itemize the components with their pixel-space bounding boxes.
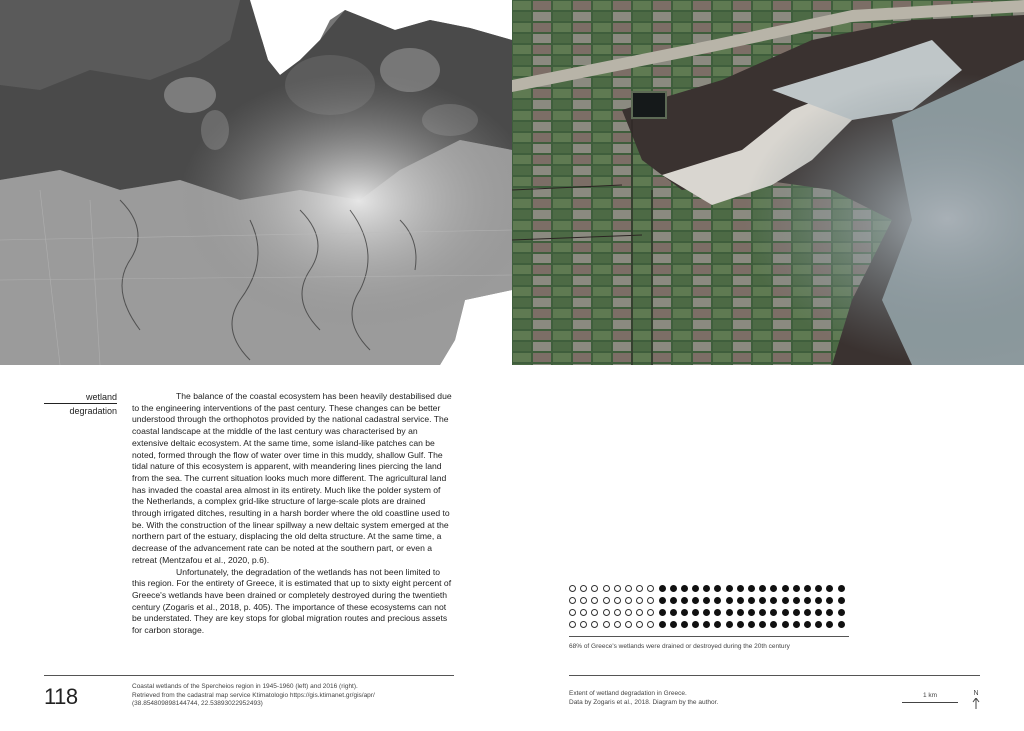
north-arrow-icon	[972, 698, 980, 709]
dot-destroyed	[737, 621, 744, 628]
dot-destroyed	[838, 597, 845, 604]
dot-destroyed	[737, 585, 744, 592]
dot-destroyed	[804, 609, 811, 616]
chart-divider	[569, 636, 849, 637]
dot-destroyed	[670, 609, 677, 616]
body-paragraph-2: Unfortunately, the degradation of the wetlands has not been limited to this region. For the entirety of Greece, it is estimated that up to sixty eight percent of Greece's wetlands have been drained or completely destroyed during the twentieth century (Zogaris et al., 2018, p. 405). The importance of these ecosystems can not be understated. They are key stops for global migration routes and precious assets for carbon storage.	[132, 566, 452, 636]
dot-remaining	[603, 609, 610, 616]
dot-destroyed	[804, 597, 811, 604]
dot-destroyed	[770, 597, 777, 604]
dot-remaining	[614, 585, 621, 592]
dot-remaining	[580, 609, 587, 616]
dot-destroyed	[659, 609, 666, 616]
dot-destroyed	[793, 585, 800, 592]
dot-remaining	[647, 621, 654, 628]
scale-bar	[902, 692, 958, 703]
dot-destroyed	[826, 609, 833, 616]
dot-destroyed	[804, 621, 811, 628]
dot-destroyed	[770, 621, 777, 628]
dot-destroyed	[703, 609, 710, 616]
dot-remaining	[614, 609, 621, 616]
dot-remaining	[603, 621, 610, 628]
section-label-line1: wetland	[85, 392, 117, 402]
north-label: N	[973, 690, 979, 697]
dot-destroyed	[726, 597, 733, 604]
dot-remaining	[569, 585, 576, 592]
body-paragraph-1: The balance of the coastal ecosystem has been heavily destabilised due to the engineering interventions of the past century. These changes can be better understood through the orthophotos provided by the national cadastral service. The coastal landscape at the middle of the last century was characterised by an extensive deltaic ecosystem. At the same time, some island-like patches can be noted, formed through the flow of water over time in this muddy, shallow Gulf. The tidal nature of this ecosystem is apparent, with meandering lines piercing the land from the sea. The current situation looks much more different. The agricultural land has invaded the coastal area almost in its entirety. Much like the polder system of the Netherlands, a complex grid-like structure of large-scale plots are drained through irrigated ditches, resulting in a harsh border where the old coastline used to be. With the construction of the linear spillway a new deltaic system emerged at the northern part of the estuary, displacing the old delta structure. At the same time, a decrease of the advancement rate can be noted at the southern part, or even a retreat (Mentzafou et al., 2020, p.6).	[132, 391, 452, 565]
dot-destroyed	[681, 609, 688, 616]
dot-destroyed	[815, 621, 822, 628]
dot-destroyed	[703, 597, 710, 604]
dot-remaining	[636, 597, 643, 604]
dot-remaining	[647, 597, 654, 604]
dot-remaining	[580, 585, 587, 592]
dot-destroyed	[692, 585, 699, 592]
dot-destroyed	[726, 609, 733, 616]
dot-destroyed	[782, 597, 789, 604]
dot-remaining	[636, 585, 643, 592]
photo-caption-line: Coastal wetlands of the Spercheios region in 1945-1960 (left) and 2016 (right).	[132, 683, 358, 690]
dot-remaining	[636, 621, 643, 628]
page-number: 118	[44, 684, 78, 709]
dot-destroyed	[659, 621, 666, 628]
dot-destroyed	[748, 621, 755, 628]
dot-destroyed	[659, 597, 666, 604]
photo-caption	[132, 683, 452, 709]
dot-remaining	[591, 621, 598, 628]
north-arrow	[970, 690, 982, 709]
dot-destroyed	[826, 585, 833, 592]
dot-destroyed	[815, 585, 822, 592]
dot-destroyed	[793, 609, 800, 616]
dot-remaining	[603, 585, 610, 592]
dot-remaining	[647, 609, 654, 616]
dot-remaining	[591, 597, 598, 604]
diagram-caption-line: Data by Zogaris et al., 2018. Diagram by the author.	[569, 698, 719, 706]
dot-destroyed	[703, 621, 710, 628]
body-text	[132, 391, 454, 637]
dot-destroyed	[804, 585, 811, 592]
scale-bar-line	[902, 702, 958, 703]
dot-destroyed	[748, 597, 755, 604]
section-label-rule	[44, 403, 117, 404]
dot-destroyed	[793, 621, 800, 628]
dot-remaining	[625, 621, 632, 628]
dot-remaining	[625, 609, 632, 616]
dot-destroyed	[737, 597, 744, 604]
dot-destroyed	[681, 585, 688, 592]
dot-remaining	[647, 585, 654, 592]
photo-caption-line: Retrieved from the cadastral map service Ktimatologio https://gis.ktimanet.gr/gis/apr/	[132, 691, 375, 699]
dot-destroyed	[793, 597, 800, 604]
section-label-line2: degradation	[69, 406, 117, 416]
dot-remaining	[636, 609, 643, 616]
dot-remaining	[569, 597, 576, 604]
dot-destroyed	[826, 621, 833, 628]
dot-destroyed	[748, 609, 755, 616]
dot-remaining	[614, 597, 621, 604]
scale-bar-label: 1 km	[922, 692, 938, 699]
footer-rule-right	[569, 675, 980, 676]
dot-destroyed	[737, 609, 744, 616]
dot-destroyed	[815, 597, 822, 604]
dot-destroyed	[838, 585, 845, 592]
dot-destroyed	[726, 621, 733, 628]
dot-destroyed	[670, 585, 677, 592]
dot-destroyed	[681, 597, 688, 604]
dot-destroyed	[748, 585, 755, 592]
diagram-caption	[569, 690, 829, 707]
chart-caption: 68% of Greece's wetlands were drained or destroyed during the 20th century	[569, 643, 790, 650]
historic-aerial-photo	[0, 0, 512, 365]
dot-destroyed	[714, 621, 721, 628]
dot-destroyed	[681, 621, 688, 628]
dot-remaining	[569, 609, 576, 616]
dot-destroyed	[759, 609, 766, 616]
dot-remaining	[625, 597, 632, 604]
dot-destroyed	[703, 585, 710, 592]
current-aerial-photo	[512, 0, 1024, 365]
dot-remaining	[591, 609, 598, 616]
dot-remaining	[569, 621, 576, 628]
dot-destroyed	[659, 585, 666, 592]
dot-destroyed	[692, 621, 699, 628]
footer-rule-left	[44, 675, 454, 676]
dot-destroyed	[838, 609, 845, 616]
dot-destroyed	[714, 585, 721, 592]
dot-remaining	[625, 585, 632, 592]
dot-destroyed	[770, 585, 777, 592]
dot-destroyed	[782, 621, 789, 628]
dot-destroyed	[782, 609, 789, 616]
dot-destroyed	[759, 585, 766, 592]
dot-destroyed	[782, 585, 789, 592]
dot-destroyed	[838, 621, 845, 628]
diagram-caption-line: Extent of wetland degradation in Greece.	[569, 690, 687, 697]
dot-remaining	[580, 597, 587, 604]
dot-destroyed	[759, 621, 766, 628]
dot-destroyed	[726, 585, 733, 592]
dot-remaining	[591, 585, 598, 592]
dot-destroyed	[826, 597, 833, 604]
wetland-dot-chart	[569, 585, 849, 633]
dot-destroyed	[770, 609, 777, 616]
dot-remaining	[603, 597, 610, 604]
dot-destroyed	[670, 597, 677, 604]
photo-caption-line: (38.854809898144744, 22.53893022952493)	[132, 700, 263, 707]
section-label	[44, 391, 117, 417]
dot-destroyed	[714, 597, 721, 604]
dot-destroyed	[692, 597, 699, 604]
dot-destroyed	[759, 597, 766, 604]
dot-destroyed	[670, 621, 677, 628]
dot-remaining	[614, 621, 621, 628]
dot-destroyed	[815, 609, 822, 616]
dot-destroyed	[692, 609, 699, 616]
dot-destroyed	[714, 609, 721, 616]
dot-remaining	[580, 621, 587, 628]
